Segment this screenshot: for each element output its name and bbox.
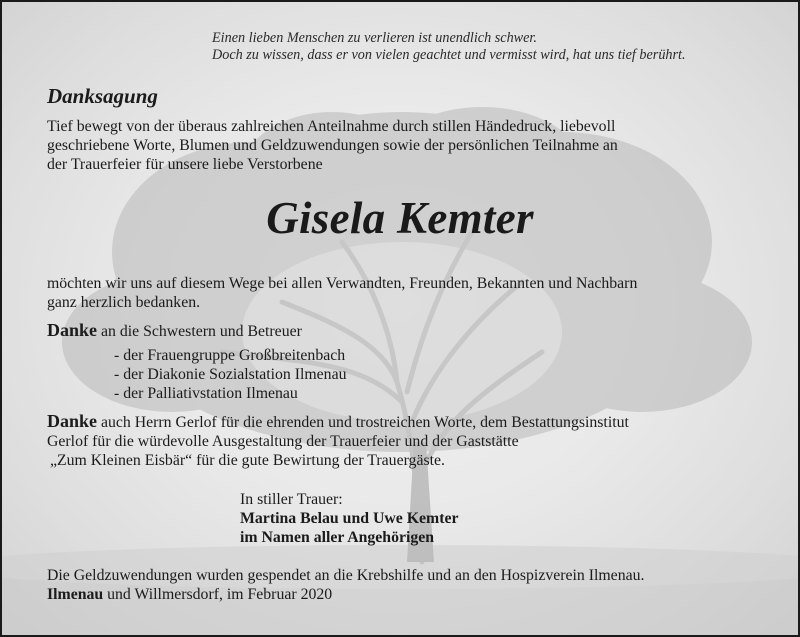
place-name: Ilmenau — [47, 586, 104, 603]
mourners-label: In stiller Trauer: — [240, 491, 343, 508]
danke-funeral-line: „Zum Kleinen Eisbär“ für die gute Bewirtung der Trauergäste. — [50, 452, 445, 469]
danke-word: Danke — [47, 411, 98, 431]
thanks-line: möchten wir uns auf diesem Wege bei allen Verwandten, Freunden, Bekannten und Nachbarn — [47, 275, 638, 292]
danke-funeral-paragraph — [47, 412, 767, 470]
danke-text: an die Schwestern und Betreuer — [97, 323, 302, 340]
heading-danksagung: Danksagung — [47, 84, 158, 108]
danke-word: Danke — [47, 320, 98, 340]
list-item: - der Diakonie Sozialstation Ilmenau — [114, 366, 347, 383]
danke-funeral-line — [47, 412, 767, 432]
danke-funeral-line: Gerlof für die würdevolle Ausgestaltung der Trauerfeier und der Gaststätte — [47, 433, 519, 450]
list-item: - der Frauengruppe Großbreitenbach — [114, 347, 346, 364]
thanks-line: ganz herzlich bedanken. — [47, 294, 201, 311]
intro-paragraph — [47, 117, 767, 174]
place-date: und Willmersdorf, im Februar 2020 — [103, 586, 333, 603]
donation-note: Die Geldzuwendungen wurden gespendet an die Krebshilfe und an den Hospizverein Ilmenau. — [47, 567, 645, 584]
place-date-line — [47, 585, 767, 604]
deceased-name: Gisela Kemter — [266, 193, 534, 243]
caregiver-list — [114, 346, 347, 403]
thanks-paragraph — [47, 274, 767, 312]
intro-line: Tief bewegt von der überaus zahlreichen Anteilnahme durch stillen Händedruck, liebevoll — [47, 118, 616, 135]
text-content — [2, 2, 798, 635]
intro-line: geschriebene Worte, Blumen und Geldzuwendungen sowie der persönlichen Teilnahme an — [47, 137, 618, 154]
intro-line: der Trauerfeier für unsere liebe Verstorbene — [47, 156, 323, 173]
danke-caregivers-line — [47, 320, 302, 341]
motto-quote — [212, 30, 772, 64]
mourners-family: im Namen aller Angehörigen — [240, 529, 435, 546]
mourners-names: Martina Belau und Uwe Kemter — [240, 510, 459, 527]
motto-line: Einen lieben Menschen zu verlieren ist unendlich schwer. — [212, 30, 537, 46]
danke-text: auch Herrn Gerlof für die ehrenden und trostreichen Worte, dem Bestattungsinstitut — [97, 414, 629, 431]
mourners-block — [240, 490, 459, 547]
motto-line: Doch zu wissen, dass er von vielen geachtet und vermisst wird, hat uns tief berührt. — [212, 47, 686, 63]
list-item: - der Palliativstation Ilmenau — [114, 385, 298, 402]
footer-paragraph — [47, 566, 767, 604]
